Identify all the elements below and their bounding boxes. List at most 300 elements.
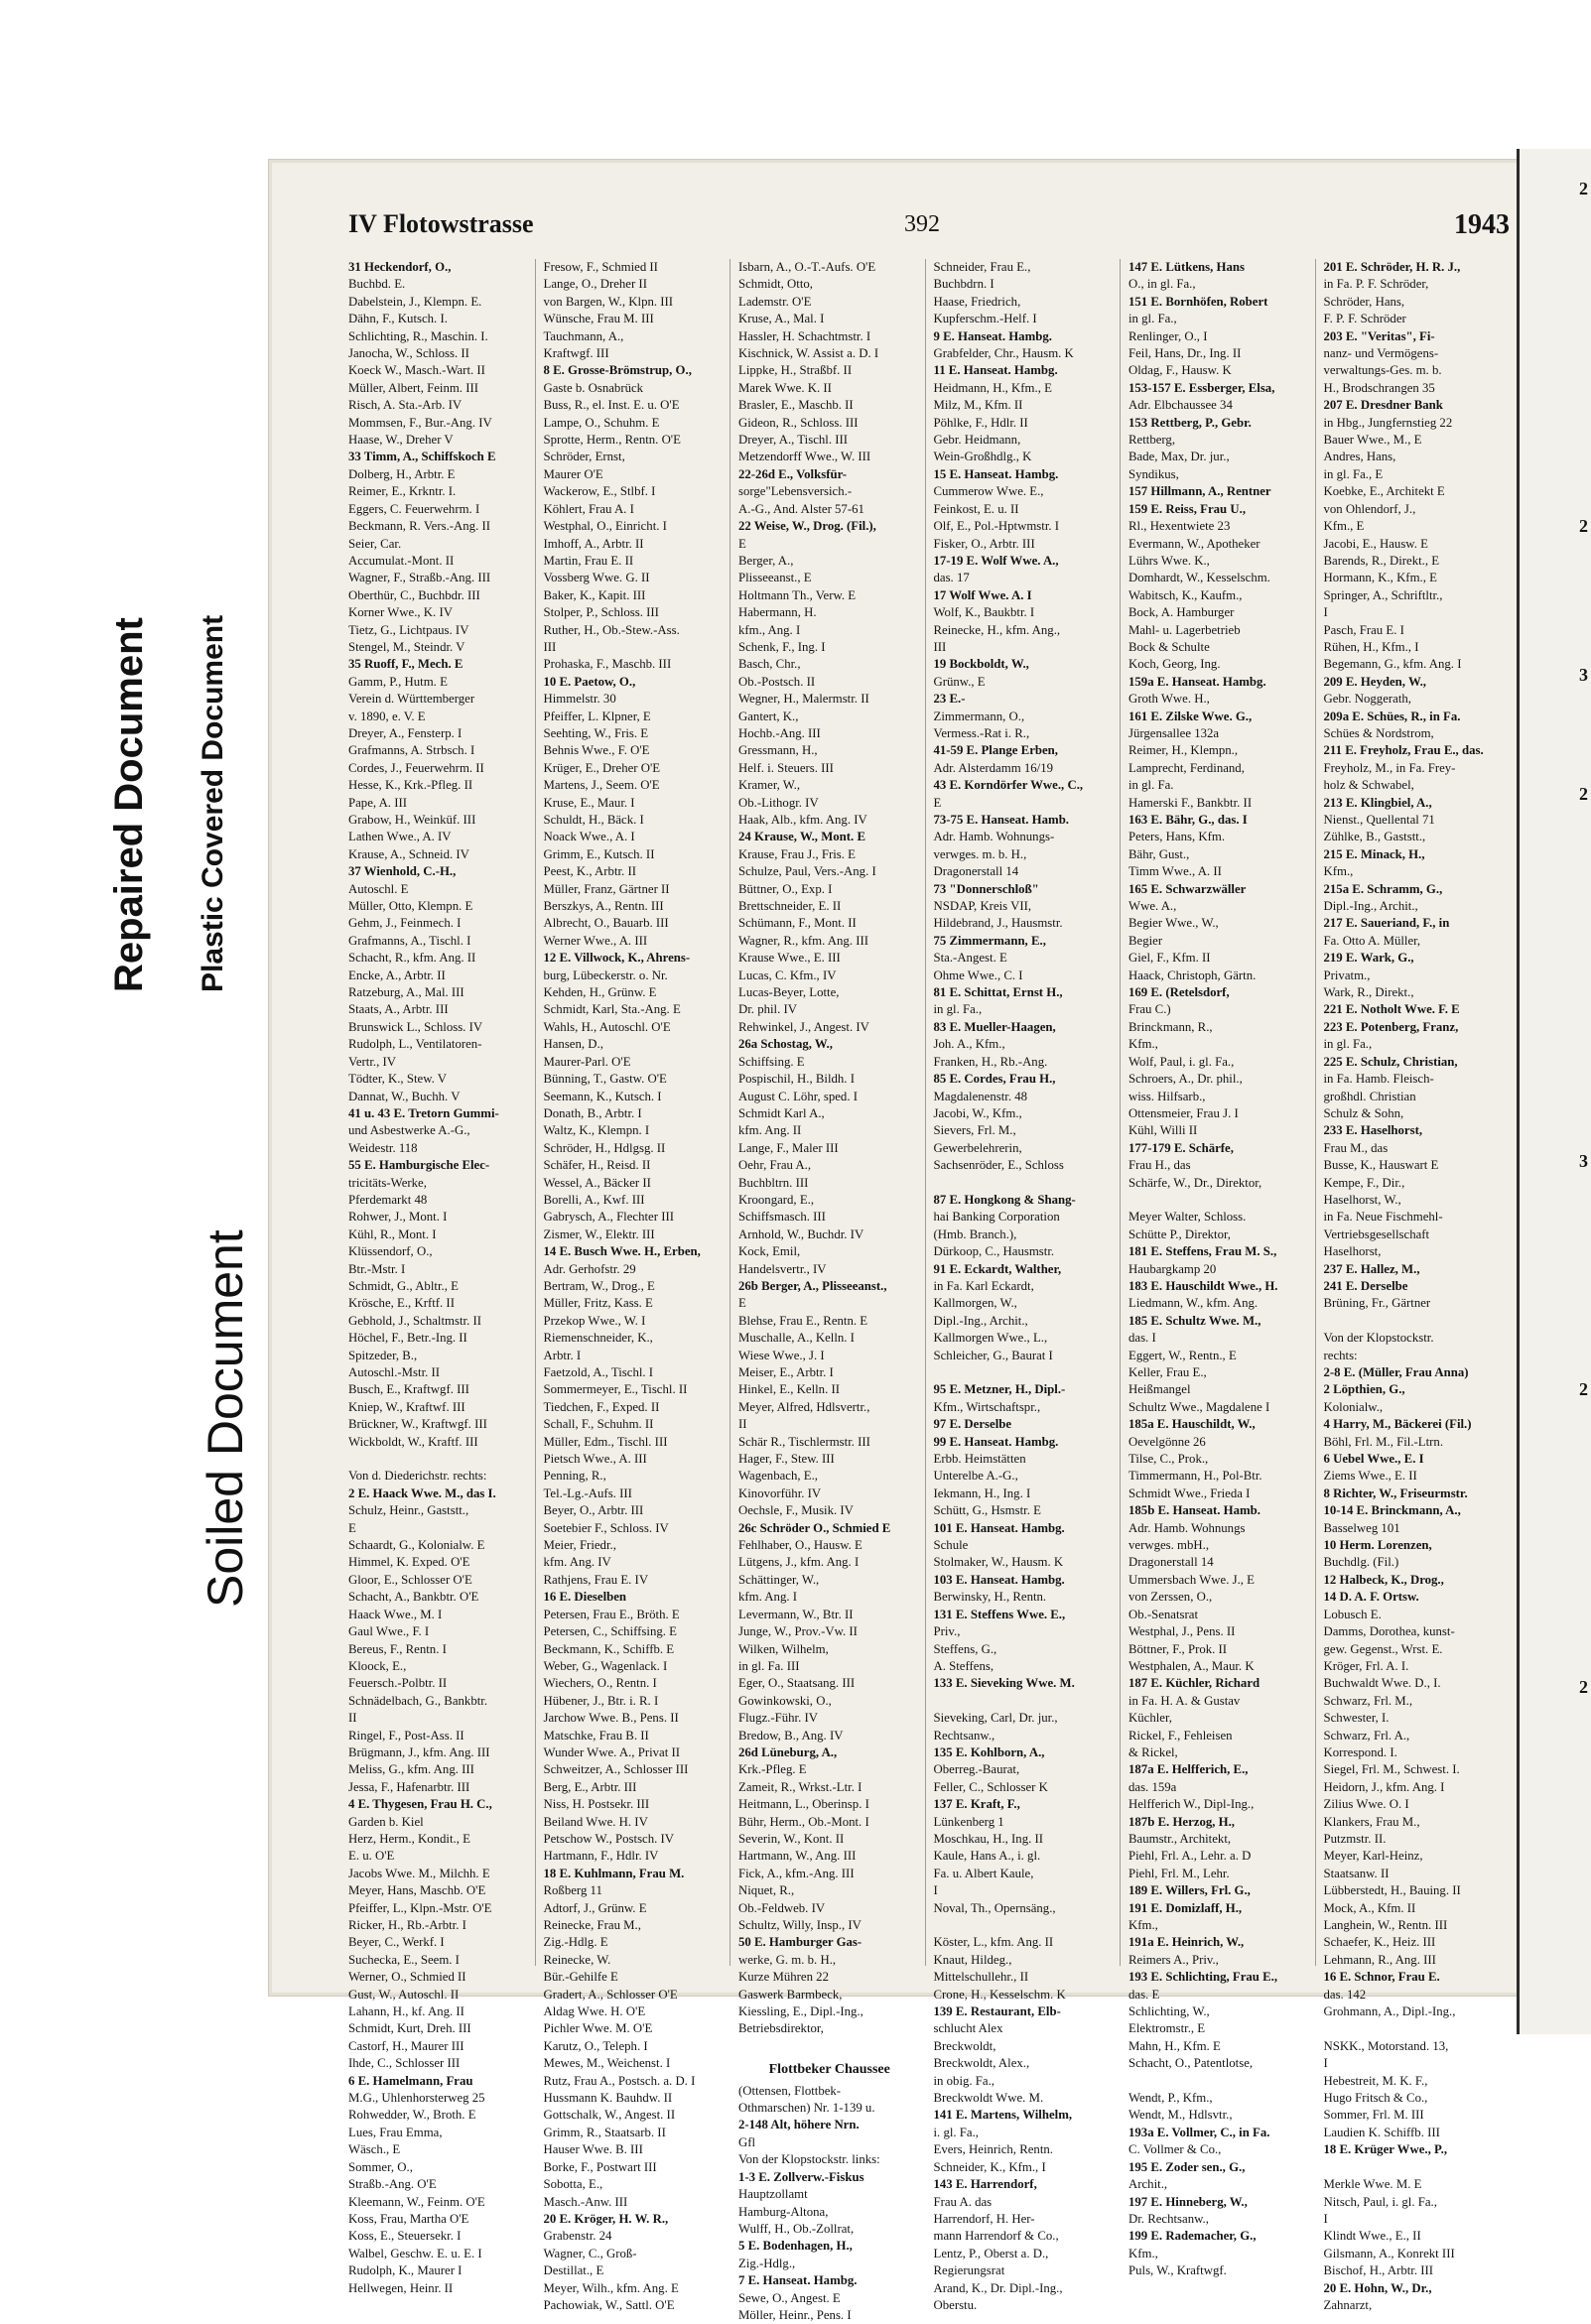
directory-entry: Oevelgönne 26 bbox=[1128, 1434, 1206, 1449]
edge-digit: 2 bbox=[1579, 1379, 1588, 1399]
directory-entry: & Rickel, bbox=[1128, 1744, 1178, 1759]
directory-entry: Metzendorff Wwe., W. III bbox=[738, 450, 871, 464]
directory-entry: Schall, F., Schuhm. II bbox=[543, 1417, 654, 1432]
directory-entry: kfm. Ang. I bbox=[738, 1590, 798, 1605]
directory-entry: Imhoff, A., Arbtr. II bbox=[543, 536, 644, 551]
directory-entry: Beckmann, K., Schiffb. E bbox=[543, 1641, 675, 1656]
directory-entry: Destillat., E bbox=[543, 2263, 604, 2278]
directory-entry: Lange, O., Dreher II bbox=[543, 277, 647, 292]
directory-entry: Kfm., Wirtschaftspr., bbox=[933, 1399, 1041, 1414]
directory-entry: 211 E. Freyholz, Frau E., das. bbox=[1323, 743, 1484, 758]
directory-entry: Lahann, H., kf. Ang. II bbox=[348, 2004, 464, 2019]
directory-entry: Kaule, Hans A., i. gl. bbox=[933, 1849, 1041, 1864]
directory-entry: Adr. Alsterdamm 16/19 bbox=[933, 760, 1053, 775]
directory-entry: 6 E. Hamelmann, Frau bbox=[348, 2073, 473, 2088]
directory-entry: 37 Wienhold, C.-H., bbox=[348, 864, 457, 879]
directory-entry: Reinecke, H., kfm. Ang., bbox=[933, 622, 1061, 637]
directory-entry: Habermann, H. bbox=[738, 605, 817, 620]
directory-entry: in gl. Fa., E bbox=[1323, 466, 1384, 481]
directory-entry: verwges. m. b. H., bbox=[933, 846, 1027, 861]
directory-entry: Berszkys, A., Rentn. III bbox=[543, 899, 664, 914]
directory-entry: Maurer-Parl. O'E bbox=[543, 1054, 631, 1069]
directory-entry: Pasch, Frau E. I bbox=[1323, 622, 1404, 637]
directory-entry: Ob.-Postsch. II bbox=[738, 674, 816, 689]
directory-entry: 99 E. Hanseat. Hambg. bbox=[933, 1434, 1059, 1449]
directory-entry: Klüssendorf, O., bbox=[348, 1244, 433, 1259]
directory-entry: Hartmann, W., Ang. III bbox=[738, 1849, 857, 1864]
directory-entry: (Ottensen, Flottbek- bbox=[738, 2083, 842, 2098]
directory-entry bbox=[1324, 1313, 1507, 1330]
directory-entry: M.G., Uhlenhorsterweg 25 bbox=[348, 2091, 485, 2106]
directory-entry: 15 E. Hanseat. Hambg. bbox=[933, 466, 1059, 481]
directory-entry: Dähn, F., Kutsch. I. bbox=[348, 312, 448, 326]
directory-entry: Knaut, Hildeg., bbox=[933, 1952, 1012, 1967]
directory-entry: Accumulat.-Mont. II bbox=[348, 553, 455, 568]
directory-entry: Severin, W., Kont. II bbox=[738, 1831, 845, 1846]
directory-entry: Kallmorgen Wwe., L., bbox=[933, 1331, 1048, 1346]
directory-entry: Zühlke, B., Gaststt., bbox=[1323, 830, 1426, 844]
directory-entry: Grimm, R., Staatsarb. II bbox=[543, 2125, 666, 2139]
directory-entry: kfm., Ang. I bbox=[738, 622, 801, 637]
directory-entry: E. u. O'E bbox=[348, 1849, 395, 1864]
directory-entry: Grabow, H., Weinküf. III bbox=[348, 813, 476, 827]
directory-entry: Blehse, Frau E., Rentn. E bbox=[738, 1313, 868, 1328]
directory-entry: Heidorn, J., kfm. Ang. I bbox=[1323, 1779, 1445, 1794]
directory-entry: Mock, A., Kfm. II bbox=[1323, 1900, 1416, 1915]
directory-entry: Reimers A., Priv., bbox=[1128, 1952, 1219, 1967]
directory-entry: Wark, R., Direkt., bbox=[1323, 985, 1414, 1000]
directory-entry: 18 E. Krüger Wwe., P., bbox=[1323, 2142, 1448, 2157]
directory-entry: in Fa. H. A. & Gustav bbox=[1128, 1693, 1241, 1708]
directory-entry: Sieveking, Carl, Dr. jur., bbox=[933, 1711, 1058, 1726]
directory-entry: I bbox=[1323, 2211, 1328, 2226]
directory-entry: Bock & Schulte bbox=[1128, 639, 1210, 654]
directory-entry: 157 Hillmann, A., Rentner bbox=[1128, 484, 1271, 499]
directory-entry: Haack, Christoph, Gärtn. bbox=[1128, 968, 1257, 982]
directory-entry: Milz, M., Kfm. II bbox=[933, 398, 1023, 413]
directory-entry: 165 E. Schwarzwäller bbox=[1128, 881, 1247, 896]
directory-entry: Muschalle, A., Kelln. I bbox=[738, 1331, 855, 1346]
directory-entry: 185 E. Schultz Wwe. M., bbox=[1128, 1313, 1261, 1328]
directory-entry: Pachowiak, W., Sattl. O'E bbox=[543, 2297, 675, 2312]
directory-entry: Schacht, R., kfm. Ang. II bbox=[348, 951, 476, 966]
directory-entry: das. 142 bbox=[1323, 1987, 1367, 2001]
directory-entry: Zahnarzt, bbox=[1323, 2297, 1373, 2312]
directory-entry: 101 E. Hanseat. Hambg. bbox=[933, 1520, 1065, 1535]
directory-entry: Grohmann, A., Dipl.-Ing., bbox=[1323, 2004, 1456, 2019]
directory-entry: 2-148 Alt, höhere Nrn. bbox=[738, 2118, 860, 2132]
directory-entry: Brinckmann, R., bbox=[1128, 1019, 1213, 1034]
directory-entry: Cummerow Wwe. E., bbox=[933, 484, 1044, 499]
directory-entry: Schenk, F., Ing. I bbox=[738, 639, 826, 654]
directory-entry: Langhein, W., Rentn. III bbox=[1323, 1918, 1448, 1932]
directory-entry: Hugo Fritsch & Co., bbox=[1323, 2091, 1428, 2106]
directory-entry: Pietsch Wwe., A. III bbox=[543, 1452, 647, 1467]
directory-entry: Othmarschen) Nr. 1-139 u. bbox=[738, 2101, 875, 2116]
directory-entry: Tel.-Lg.-Aufs. III bbox=[543, 1485, 632, 1500]
directory-entry: Korner Wwe., K. IV bbox=[348, 605, 453, 620]
directory-entry: 17 Wolf Wwe. A. I bbox=[933, 587, 1032, 602]
directory-entry: E bbox=[738, 536, 746, 551]
directory-entry: Rehwinkel, J., Angest. IV bbox=[738, 1019, 869, 1034]
directory-entry: Zimmermann, O., bbox=[933, 709, 1025, 723]
directory-entry: großhdl. Christian bbox=[1323, 1089, 1416, 1103]
directory-entry: Riemenschneider, K., bbox=[543, 1331, 653, 1346]
directory-entry: 135 E. Kohlborn, A., bbox=[933, 1744, 1045, 1759]
directory-entry: Hesse, K., Krk.-Pfleg. II bbox=[348, 778, 473, 793]
directory-entry: Schneider, K., Kfm., I bbox=[933, 2159, 1046, 2174]
directory-entry: Btr.-Mstr. I bbox=[348, 1261, 406, 1276]
directory-entry: 17-19 E. Wolf Wwe. A., bbox=[933, 553, 1059, 568]
directory-entry: 87 E. Hongkong & Shang- bbox=[933, 1192, 1076, 1207]
directory-entry: Westphal, J., Pens. II bbox=[1128, 1624, 1236, 1639]
directory-entry: A. Steffens, bbox=[933, 1658, 994, 1673]
directory-entry: und Asbestwerke A.-G., bbox=[348, 1123, 470, 1138]
directory-entry: Harrendorf, H. Her- bbox=[933, 2211, 1035, 2226]
directory-entry: 207 E. Dresdner Bank bbox=[1323, 398, 1443, 413]
directory-entry: 26a Schostag, W., bbox=[738, 1037, 833, 1052]
directory-entry: III bbox=[933, 639, 947, 654]
directory-entry: 221 E. Notholt Wwe. F. E bbox=[1323, 1002, 1460, 1017]
directory-entry: Dragonerstall 14 bbox=[933, 864, 1019, 879]
directory-entry: Krösche, E., Krftf. II bbox=[348, 1296, 455, 1311]
directory-entry: Frau H., das bbox=[1128, 1158, 1191, 1173]
directory-entry: Reimer, E., Krkntr. I. bbox=[348, 484, 457, 499]
directory-entry: Schütte P., Direktor, bbox=[1128, 1227, 1231, 1241]
directory-entry: Gamm, P., Hutm. E bbox=[348, 674, 448, 689]
directory-entry: Kühl, Willi II bbox=[1128, 1123, 1198, 1138]
directory-entry: Kramer, W., bbox=[738, 778, 801, 793]
directory-entry: Dannat, W., Buchh. V bbox=[348, 1089, 461, 1103]
directory-entry: Korrespond. I. bbox=[1323, 1744, 1397, 1759]
directory-entry: Gilsmann, A., Konrekt III bbox=[1323, 2246, 1455, 2260]
directory-entry: Vertriebsgesellschaft bbox=[1323, 1227, 1430, 1241]
directory-entry: Haase, W., Dreher V bbox=[348, 433, 454, 448]
directory-entry: von Ohlendorf, J., bbox=[1323, 501, 1416, 516]
directory-entry: Dolberg, H., Arbtr. E bbox=[348, 466, 456, 481]
directory-entry: Sommer, O., bbox=[348, 2159, 413, 2174]
directory-entry: Martens, J., Seem. O'E bbox=[543, 778, 660, 793]
directory-entry: Roßberg 11 bbox=[543, 1883, 602, 1898]
directory-entry: Adtorf, J., Grünw. E bbox=[543, 1900, 647, 1915]
directory-entry: Kloock, E., bbox=[348, 1658, 407, 1673]
directory-entry: Pfeiffer, L. Klpner, E bbox=[543, 709, 651, 723]
directory-entry: 193a E. Vollmer, C., in Fa. bbox=[1128, 2125, 1270, 2139]
directory-entry: Wagner, C., Groß- bbox=[543, 2246, 637, 2260]
directory-entry: hai Banking Corporation bbox=[933, 1210, 1060, 1225]
directory-entry: Holtmann Th., Verw. E bbox=[738, 587, 857, 602]
directory-entry: Westphal, O., Einricht. I bbox=[543, 519, 667, 534]
directory-entry: 14 D. A. F. Ortsw. bbox=[1323, 1590, 1419, 1605]
directory-entry: Begemann, G., kfm. Ang. I bbox=[1323, 657, 1462, 672]
directory-entry: 187a E. Helfferich, E., bbox=[1128, 1762, 1249, 1777]
directory-entry: Waltz, K., Klempn. I bbox=[543, 1123, 650, 1138]
directory-entry: Kurze Mühren 22 bbox=[738, 1970, 829, 1985]
directory-entry: Krk.-Pfleg. E bbox=[738, 1762, 807, 1777]
directory-entry: Noval, Th., Opernsäng., bbox=[933, 1900, 1056, 1915]
directory-entry: Behnis Wwe., F. O'E bbox=[543, 743, 650, 758]
directory-entry: Niss, H. Postsekr. III bbox=[543, 1797, 650, 1812]
directory-entry: Borelli, A., Kwf. III bbox=[543, 1192, 645, 1207]
directory-entry: Wagner, R., kfm. Ang. III bbox=[738, 933, 869, 948]
edge-digit: 2 bbox=[1579, 179, 1588, 198]
directory-entry: 2-8 E. (Müller, Frau Anna) bbox=[1323, 1365, 1469, 1379]
directory-entry: Lippke, H., Straßbf. II bbox=[738, 363, 853, 378]
directory-entry: Giel, F., Kfm. II bbox=[1128, 951, 1211, 966]
directory-entry: Hellwegen, Heinr. II bbox=[348, 2280, 454, 2295]
directory-entry: Wolf, Paul, i. gl. Fa., bbox=[1128, 1054, 1235, 1069]
directory-entry: Merkle Wwe. M. E bbox=[1323, 2177, 1422, 2192]
directory-entry: 10 Herm. Lorenzen, bbox=[1323, 1538, 1432, 1553]
directory-entry: Lütgens, J., kfm. Ang. I bbox=[738, 1555, 860, 1570]
directory-entry: Meyer, Karl-Heinz, bbox=[1323, 1849, 1423, 1864]
directory-entry: Oberreg.-Baurat, bbox=[933, 1762, 1020, 1777]
directory-entry: Olf, E., Pol.-Hptwmstr. I bbox=[933, 519, 1060, 534]
directory-entry: Ottensmeier, Frau J. I bbox=[1128, 1105, 1239, 1120]
directory-entry: Beckmann, R. Vers.-Ang. II bbox=[348, 519, 490, 534]
side-labels bbox=[0, 0, 278, 2160]
directory-entry: O., in gl. Fa., bbox=[1128, 277, 1196, 292]
directory-entry: Köhlert, Frau A. I bbox=[543, 501, 634, 516]
directory-entry: Ob.-Lithogr. IV bbox=[738, 795, 819, 810]
directory-entry: 2 Löpthien, G., bbox=[1323, 1382, 1405, 1397]
directory-entry: in Fa. Neue Fischmehl- bbox=[1323, 1210, 1443, 1225]
directory-entry: Renlinger, O., I bbox=[1128, 328, 1208, 343]
directory-entry: Maurer O'E bbox=[543, 466, 603, 481]
directory-entry: Karutz, O., Teleph. I bbox=[543, 2038, 648, 2053]
directory-entry: Gaste b. Osnabrück bbox=[543, 380, 644, 395]
directory-entry: Jessa, F., Hafenarbtr. III bbox=[348, 1779, 470, 1794]
directory-entry: Lobusch E. bbox=[1323, 1607, 1382, 1621]
directory-entry: Brückner, W., Kraftwgf. III bbox=[348, 1417, 487, 1432]
directory-entry: Puls, W., Kraftwgf. bbox=[1128, 2263, 1227, 2278]
directory-entry: Berwinsky, H., Rentn. bbox=[933, 1590, 1047, 1605]
directory-entry: Schacht, A., Bankbtr. O'E bbox=[348, 1590, 479, 1605]
directory-entry: 31 Heckendorf, O., bbox=[348, 260, 452, 274]
directory-entry: Schäfer, H., Reisd. II bbox=[543, 1158, 651, 1173]
directory-entry bbox=[934, 1917, 1117, 1934]
directory-entry: Krause, A., Schneid. IV bbox=[348, 846, 469, 861]
directory-entry: Janocha, W., Schloss. II bbox=[348, 346, 469, 361]
directory-entry: Schättinger, W., bbox=[738, 1572, 820, 1587]
directory-entry: 18 E. Kuhlmann, Frau M. bbox=[543, 1866, 685, 1880]
directory-entry: 41-59 E. Plange Erben, bbox=[933, 743, 1058, 758]
directory-entry: in Hbg., Jungfernstieg 22 bbox=[1323, 415, 1453, 430]
directory-entry: Peters, Hans, Kfm. bbox=[1128, 830, 1226, 844]
directory-entry: Sta.-Angest. E bbox=[933, 951, 1007, 966]
directory-entry: Sievers, Frl. M., bbox=[933, 1123, 1016, 1138]
directory-entry: Tauchmann, A., bbox=[543, 328, 624, 343]
directory-entry: 22-26d E., Volksfür- bbox=[738, 466, 848, 481]
directory-entry: Schaefer, K., Heiz. III bbox=[1323, 1935, 1436, 1950]
directory-entry: Beyer, O., Arbtr. III bbox=[543, 1503, 644, 1518]
directory-entry: Oberstu. bbox=[933, 2297, 978, 2312]
directory-entry: Von der Klopstockstr. links: bbox=[738, 2152, 880, 2167]
directory-entry: Erbb. Heimstätten bbox=[933, 1452, 1026, 1467]
directory-entry: 26b Berger, A., Plisseeanst., bbox=[738, 1278, 887, 1293]
directory-entry: Grabfelder, Chr., Hausm. K bbox=[933, 346, 1074, 361]
directory-entry: 137 E. Kraft, F., bbox=[933, 1797, 1020, 1812]
directory-entry: 85 E. Cordes, Frau H., bbox=[933, 1072, 1056, 1087]
directory-entry: Martin, Frau E. II bbox=[543, 553, 634, 568]
directory-entry: Brüning, Fr., Gärtner bbox=[1323, 1296, 1431, 1311]
directory-entry: Höchel, F., Betr.-Ing. II bbox=[348, 1331, 467, 1346]
directory-entry: Gehm, J., Feinmech. I bbox=[348, 916, 462, 931]
directory-entry: Putzmstr. II. bbox=[1323, 1831, 1387, 1846]
directory-entry: Schröder, H., Hdlgsg. II bbox=[543, 1140, 666, 1155]
directory-entry: Gideon, R., Schloss. III bbox=[738, 415, 859, 430]
directory-entry: Damms, Dorothea, kunst- bbox=[1323, 1624, 1455, 1639]
directory-entry: 203 E. "Veritas", Fi- bbox=[1323, 328, 1435, 343]
directory-entry: Schneider, Frau E., bbox=[933, 260, 1031, 274]
directory-entry: Flottbeker Chaussee bbox=[768, 2062, 890, 2078]
directory-entry: Schiffsmasch. III bbox=[738, 1210, 826, 1225]
directory-entry: Piehl, Frl. A., Lehr. a. D bbox=[1128, 1849, 1252, 1864]
directory-entry: Hauser Wwe. B. III bbox=[543, 2142, 643, 2157]
directory-entry: Mommsen, F., Bur.-Ang. IV bbox=[348, 415, 492, 430]
directory-entry: Stolmaker, W., Hausm. K bbox=[933, 1555, 1064, 1570]
directory-entry: Jürgensallee 132a bbox=[1128, 725, 1220, 740]
directory-entry: Müller, Franz, Gärtner II bbox=[543, 881, 670, 896]
directory-entry: 215 E. Minack, H., bbox=[1323, 846, 1425, 861]
repaired-document-label: Repaired Document bbox=[107, 617, 151, 992]
directory-entry: Basch, Chr., bbox=[738, 657, 801, 672]
directory-entry: 16 E. Dieselben bbox=[543, 1590, 627, 1605]
directory-entry: Kehden, H., Grünw. E bbox=[543, 985, 657, 1000]
directory-entry: Ob.-Senatsrat bbox=[1128, 1607, 1199, 1621]
directory-entry: 209 E. Heyden, W., bbox=[1323, 674, 1426, 689]
directory-entry: Gfl bbox=[738, 2134, 756, 2149]
directory-entry: Lues, Frau Emma, bbox=[348, 2125, 443, 2139]
directory-entry: sorge"Lebensversich.- bbox=[738, 484, 853, 499]
directory-entry: Schmidt, Otto, bbox=[738, 277, 814, 292]
directory-entry: Schmidt, Karl, Sta.-Ang. E bbox=[543, 1002, 681, 1017]
directory-entry: Buchbd. E. bbox=[348, 277, 406, 292]
directory-entry: 2 E. Haack Wwe. M., das I. bbox=[348, 1485, 496, 1500]
directory-entry: II bbox=[348, 1711, 357, 1726]
directory-entry: 225 E. Schulz, Christian, bbox=[1323, 1054, 1458, 1069]
directory-entry: Lathen Wwe., A. IV bbox=[348, 830, 452, 844]
directory-entry: Kroongard, E., bbox=[738, 1192, 815, 1207]
directory-entry: Faetzold, A., Tischl. I bbox=[543, 1365, 654, 1379]
street-name: Flotowstrasse bbox=[382, 209, 534, 238]
directory-entry: Gabrysch, A., Flechter III bbox=[543, 1210, 674, 1225]
directory-entry: 73 "Donnerschloß" bbox=[933, 881, 1039, 896]
directory-entry: Berger, A., bbox=[738, 553, 794, 568]
directory-entry: Schacht, O., Patentlotse, bbox=[1128, 2056, 1254, 2071]
directory-column bbox=[348, 259, 536, 2295]
directory-entry: Dipl.-Ing., Archit., bbox=[933, 1313, 1028, 1328]
directory-entry: 215a E. Schramm, G., bbox=[1323, 881, 1443, 896]
directory-entry: Freyholz, M., in Fa. Frey- bbox=[1323, 760, 1456, 775]
directory-entry: 12 E. Villwock, K., Ahrens- bbox=[543, 951, 691, 966]
directory-entry: Tiedchen, F., Exped. II bbox=[543, 1399, 660, 1414]
directory-entry: Lampe, O., Schuhm. E bbox=[543, 415, 660, 430]
directory-entry: Müller, Edm., Tischl. III bbox=[543, 1434, 668, 1449]
directory-entry: 55 E. Hamburgische Elec- bbox=[348, 1158, 490, 1173]
directory-entry: Kolonialw., bbox=[1323, 1399, 1384, 1414]
directory-entry: Bereus, F., Rentn. I bbox=[348, 1641, 447, 1656]
directory-entry: Andres, Hans, bbox=[1323, 450, 1396, 464]
directory-entry: Kischnick, W. Assist a. D. I bbox=[738, 346, 879, 361]
directory-entry: Gloor, E., Schlosser O'E bbox=[348, 1572, 472, 1587]
directory-entry: 153 Rettberg, P., Gebr. bbox=[1128, 415, 1252, 430]
directory-entry: Petschow W., Postsch. IV bbox=[543, 1831, 675, 1846]
directory-entry: Schües & Nordstrom, bbox=[1323, 725, 1434, 740]
directory-entry: 163 E. Bähr, G., das. I bbox=[1128, 813, 1248, 827]
directory-entry: Soetebier F., Schloss. IV bbox=[543, 1520, 669, 1535]
directory-entry: Rechtsanw., bbox=[933, 1728, 995, 1743]
directory-entry: Fehlhaber, O., Hausw. E bbox=[738, 1538, 862, 1553]
directory-entry: 14 E. Busch Wwe. H., Erben, bbox=[543, 1244, 701, 1259]
directory-entry: nanz- und Vermögens- bbox=[1323, 346, 1439, 361]
directory-entry: Levermann, W., Btr. II bbox=[738, 1607, 854, 1621]
directory-entry: Helf. i. Steuers. III bbox=[738, 760, 834, 775]
directory-entry: Müller, Albert, Feinm. III bbox=[348, 380, 478, 395]
directory-entry: Koeck W., Masch.-Wart. II bbox=[348, 363, 485, 378]
directory-entry: NSDAP, Kreis VII, bbox=[933, 899, 1032, 914]
directory-entry: Hübener, J., Btr. i. R. I bbox=[543, 1693, 659, 1708]
directory-entry: II bbox=[738, 1417, 747, 1432]
directory-entry: Wendt, P., Kfm., bbox=[1128, 2091, 1213, 2106]
directory-entry: das. 17 bbox=[933, 571, 970, 585]
directory-entry: Koebke, E., Architekt E bbox=[1323, 484, 1445, 499]
directory-entry: Jacobi, E., Hausw. E bbox=[1323, 536, 1428, 551]
directory-entry: 131 E. Steffens Wwe. E., bbox=[933, 1607, 1066, 1621]
directory-entry: von Bargen, W., Klpn. III bbox=[543, 294, 674, 309]
directory-entry: Westphalen, A., Maur. K bbox=[1128, 1658, 1255, 1673]
directory-entry: Grabenstr. 24 bbox=[543, 2229, 612, 2244]
directory-entry: Büttner, O., Exp. I bbox=[738, 881, 833, 896]
directory-entry: Schuldt, H., Bäck. I bbox=[543, 813, 644, 827]
directory-entry: Meiser, E., Arbtr. I bbox=[738, 1365, 834, 1379]
directory-entry: Evermann, W., Apotheker bbox=[1128, 536, 1260, 551]
directory-entry: 193 E. Schlichting, Frau E., bbox=[1128, 1970, 1278, 1985]
directory-entry: Groth Wwe. H., bbox=[1128, 692, 1210, 707]
directory-entry: in Fa. Hamb. Fleisch- bbox=[1323, 1072, 1434, 1087]
directory-entry: Bauer Wwe., M., E bbox=[1323, 433, 1422, 448]
directory-entry: gew. Gegenst., Wrst. E. bbox=[1323, 1641, 1443, 1656]
directory-entry: Koss, Frau, Martha O'E bbox=[348, 2211, 469, 2226]
directory-entry: Hildebrand, J., Hausmstr. bbox=[933, 916, 1063, 931]
directory-entry: Gressmann, H., bbox=[738, 743, 818, 758]
directory-entry: Ob.-Feldweb. IV bbox=[738, 1900, 826, 1915]
directory-columns bbox=[348, 259, 1510, 2322]
directory-entry: Oehr, Frau A., bbox=[738, 1158, 812, 1173]
adjacent-page-edge bbox=[1517, 149, 1591, 2034]
directory-entry: NSKK., Motorstand. 13, bbox=[1323, 2038, 1449, 2053]
directory-entry bbox=[934, 1693, 1117, 1710]
directory-entry: Kallmorgen, W., bbox=[933, 1296, 1017, 1311]
directory-entry: Gradert, A., Schlosser O'E bbox=[543, 1987, 678, 2001]
directory-entry: Frau M., das bbox=[1323, 1140, 1389, 1155]
directory-entry: Rutz, Frau A., Postsch. a. D. I bbox=[543, 2073, 696, 2088]
directory-entry: Schlichting, R., Maschin. I. bbox=[348, 328, 488, 343]
directory-entry: Donath, B., Arbtr. I bbox=[543, 1105, 642, 1120]
directory-entry: 73-75 E. Hanseat. Hamb. bbox=[933, 813, 1070, 827]
directory-entry: Kühl, R., Mont. I bbox=[348, 1227, 437, 1241]
directory-entry: Castorf, H., Maurer III bbox=[348, 2038, 464, 2053]
directory-entry: Kfm., bbox=[1128, 1037, 1158, 1052]
directory-entry: Reimer, H., Klempn., bbox=[1128, 743, 1239, 758]
directory-entry: Noack Wwe., A. I bbox=[543, 830, 635, 844]
directory-entry: 20 E. Kröger, H. W. R., bbox=[543, 2211, 669, 2226]
directory-entry: Sewe, O., Angest. E bbox=[738, 2290, 841, 2305]
plastic-covered-document-label: Plastic Covered Document bbox=[197, 614, 229, 992]
directory-entry: Ummersbach Wwe. J., E bbox=[1128, 1572, 1255, 1587]
directory-entry: Schultz, Willy, Insp., IV bbox=[738, 1918, 862, 1932]
directory-entry: Rohwedder, W., Broth. E bbox=[348, 2108, 476, 2123]
